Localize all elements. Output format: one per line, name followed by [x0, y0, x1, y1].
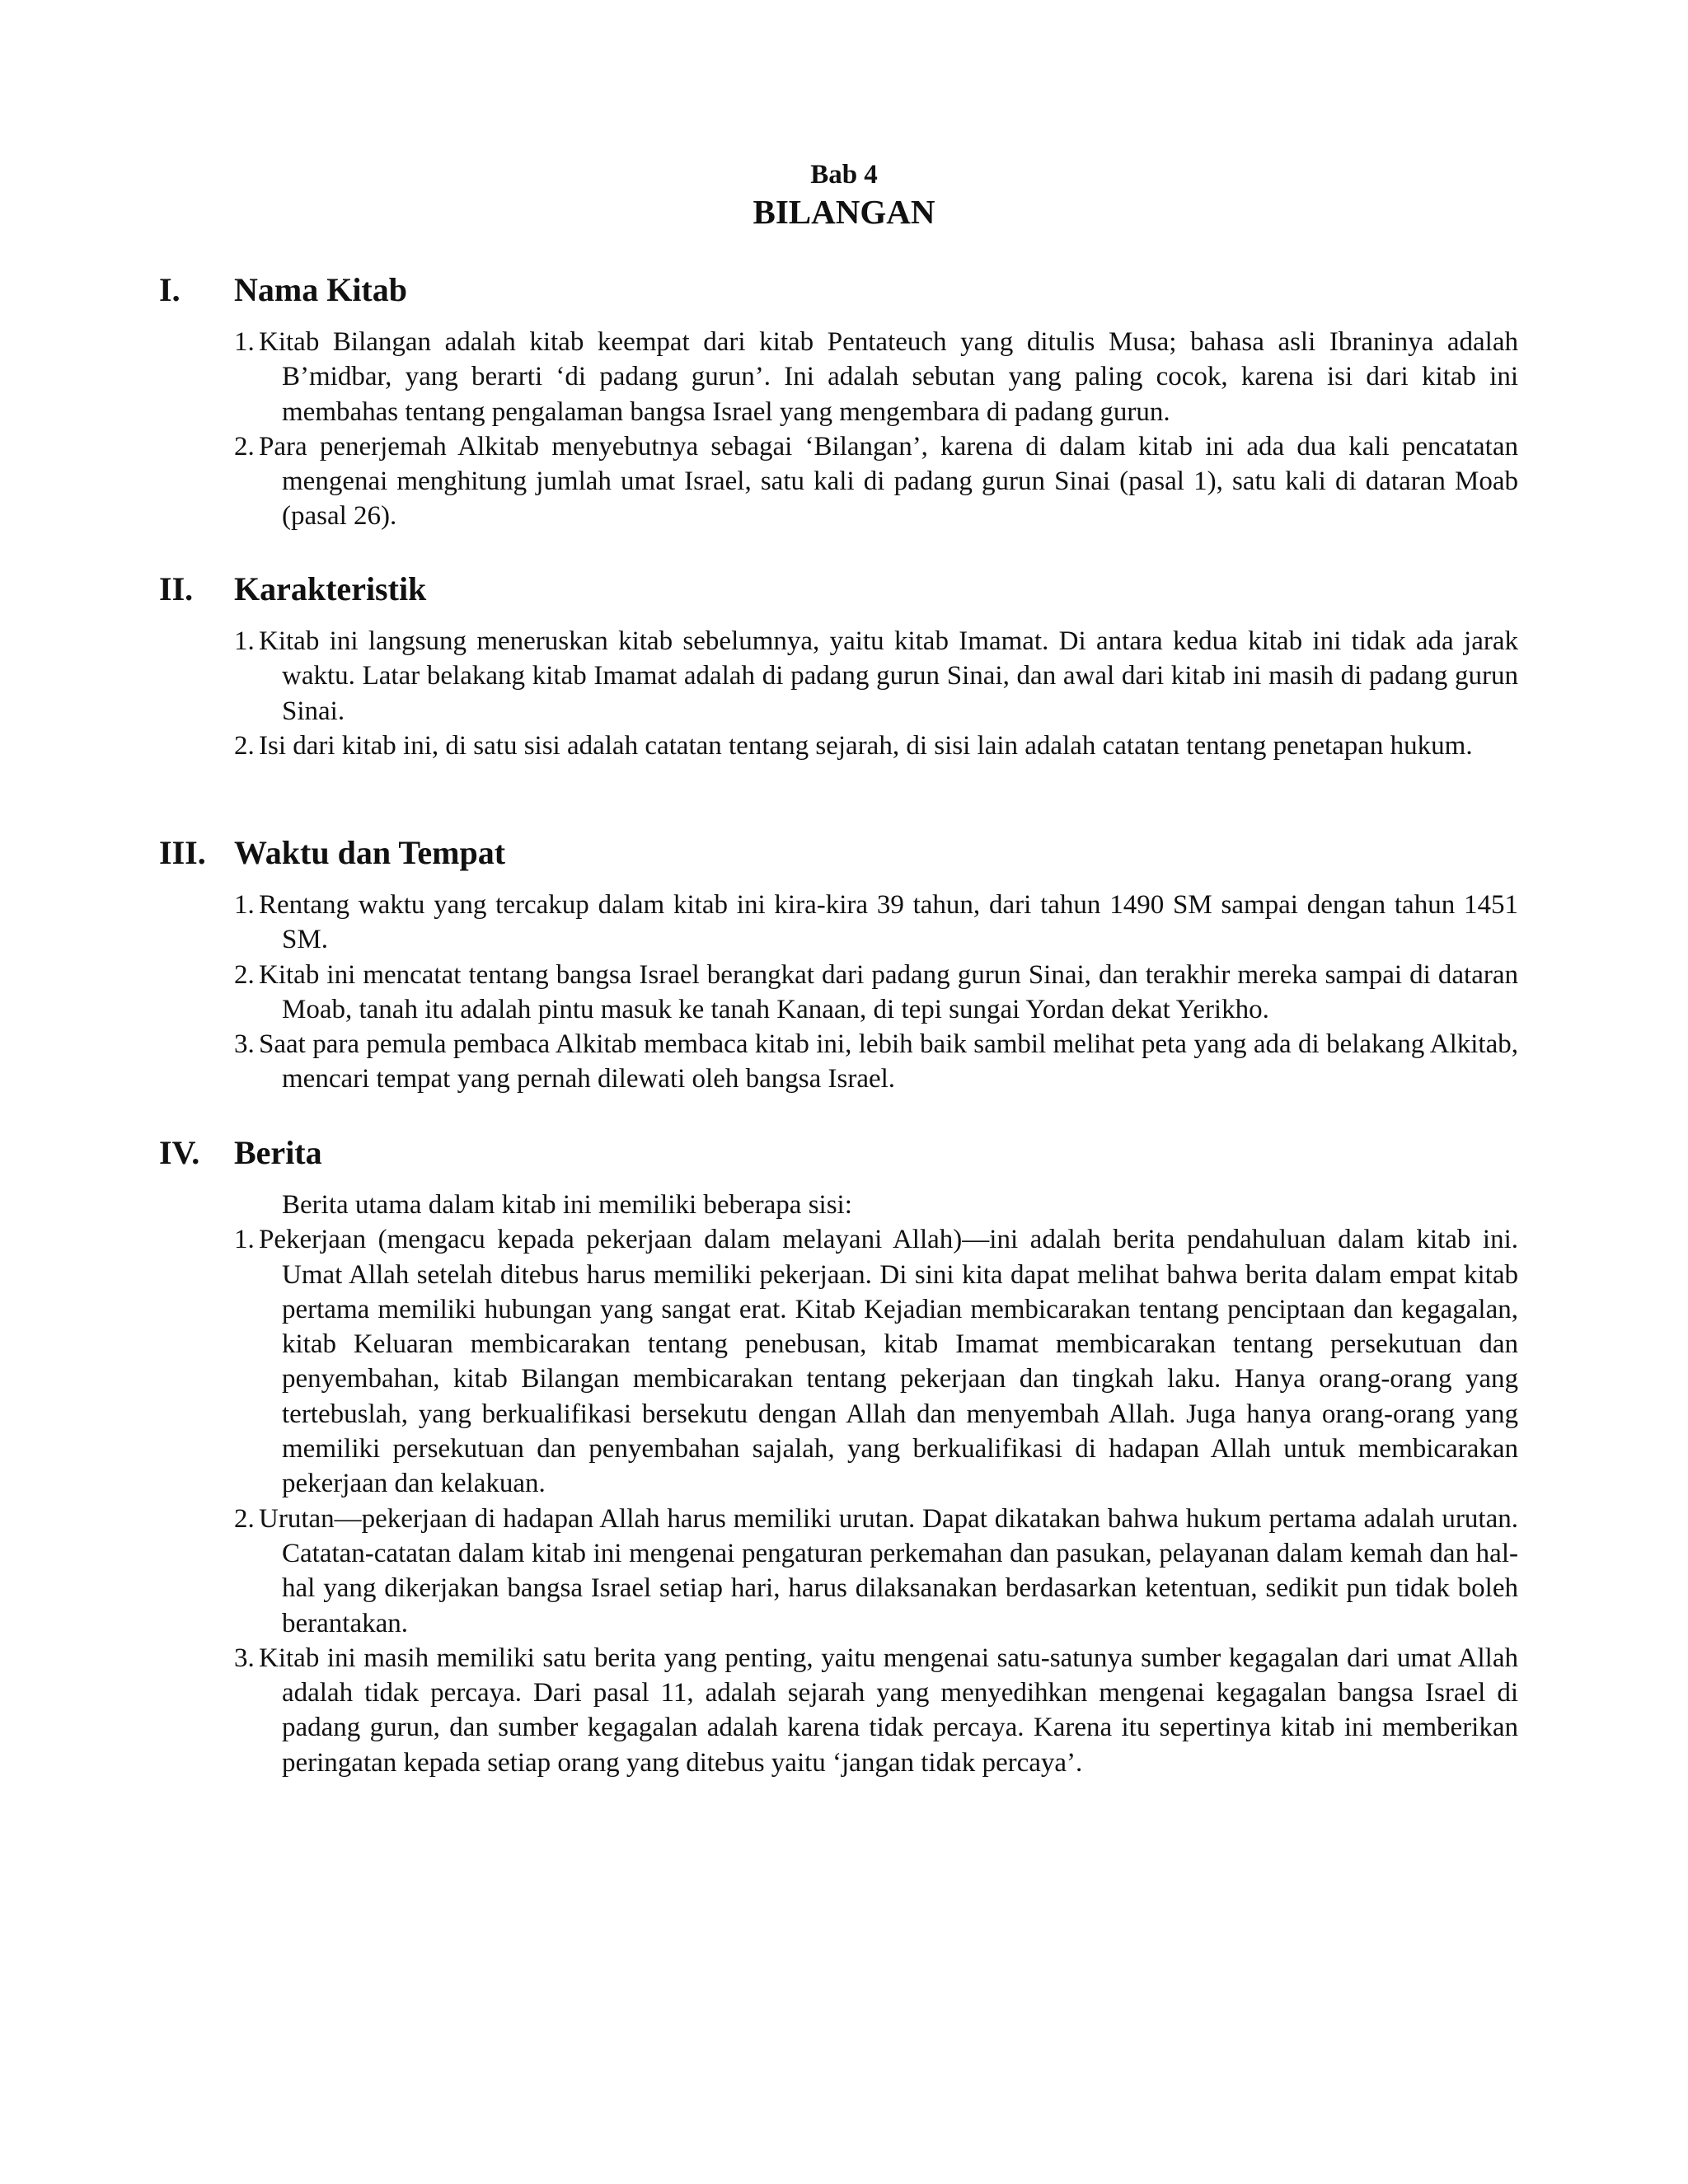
list-item [0, 729, 1688, 763]
list-item-text: Rentang waktu yang tercakup dalam kitab ini kira-kira 39 tahun, dari tahun 1490 SM sampai dengan tahun 1451 SM. [259, 890, 1518, 955]
list-item-text: Kitab ini langsung meneruskan kitab sebelumnya, yaitu kitab Imamat. Di antara kedua kitab ini tidak ada jarak waktu. Latar belakang kitab Imamat adalah di padang gurun Sinai, dan awal dari kitab ini masih di padang gurun Sinai. [259, 626, 1518, 726]
section-waktu-dan-tempat [0, 832, 1688, 1097]
list-item [0, 1502, 1688, 1641]
list-item [0, 1027, 1688, 1097]
list-item-text: Kitab ini mencatat tentang bangsa Israel berangkat dari padang gurun Sinai, dan terakhir mereka sampai di dataran Moab, tanah itu adalah pintu masuk ke tanah Kanaan, di tepi sungai Yordan dekat Yerikho. [259, 959, 1518, 1024]
list-item-number: 2. [234, 730, 255, 761]
list-item-number: 3. [234, 1643, 255, 1673]
list-item-text: Isi dari kitab ini, di satu sisi adalah catatan tentang sejarah, di sisi lain adalah catatan tentang penetapan hukum. [259, 730, 1473, 761]
section-list [0, 624, 1688, 763]
chapter-label: Bab 4 [810, 160, 878, 190]
list-item-text: Kitab ini masih memiliki satu berita yang penting, yaitu mengenai satu-satunya sumber kegagalan dari umat Allah adalah tidak percaya. Dari pasal 11, adalah sejarah yang menyedihkan mengenai kegagalan bangsa Israel di padang gurun, dan sumber kegagalan adalah karena tidak percaya. Karena itu sepertinya kitab ini memberikan peringatan kepada setiap orang yang ditebus yaitu ‘jangan tidak percaya’. [259, 1643, 1518, 1778]
section-nama-kitab [0, 269, 1688, 534]
section-title: Nama Kitab [234, 271, 407, 308]
section-title: Berita [234, 1134, 322, 1171]
section-karakteristik [0, 568, 1688, 763]
list-item-number: 2. [234, 431, 255, 462]
list-item [0, 1222, 1688, 1501]
section-title: Waktu dan Tempat [234, 834, 506, 871]
list-item-number: 1. [234, 1225, 255, 1255]
list-item-number: 3. [234, 1029, 255, 1060]
section-title: Karakteristik [234, 570, 427, 607]
section-heading [0, 832, 1688, 874]
section-number: IV. [159, 1134, 200, 1171]
list-item-text: Pekerjaan (mengacu kepada pekerjaan dalam melayani Allah)—ini adalah berita pendahuluan dalam kitab ini. Umat Allah setelah ditebus harus memiliki pekerjaan. Di sini kita dapat melihat bahwa berita dalam empat kitab pertama memiliki hubungan yang sangat erat. Kitab Kejadian membicarakan tentang penciptaan dan kegagalan, kitab Keluaran membicarakan tentang penebusan, kitab Imamat membicarakan tentang persekutuan dan penyembahan, kitab Bilangan membicarakan tentang pekerjaan dan tingkah laku. Hanya orang-orang yang tertebuslah, yang berkualifikasi bersekutu dengan Allah dan menyembah Allah. Juga hanya orang-orang yang memiliki persekutuan dan penyembahan sajalah, yang berkualifikasi di hadapan Allah untuk membicarakan pekerjaan dan kelakuan. [259, 1225, 1518, 1499]
list-item-number: 1. [234, 890, 255, 920]
list-item [0, 429, 1688, 534]
section-heading [0, 269, 1688, 312]
chapter-title: BILANGAN [753, 193, 935, 231]
list-item-number: 1. [234, 626, 255, 656]
section-list [0, 888, 1688, 1097]
section-heading [0, 1132, 1688, 1174]
section-heading [0, 568, 1688, 611]
list-item [0, 325, 1688, 429]
list-item [0, 624, 1688, 729]
section-number: II. [159, 570, 194, 607]
list-item-number: 2. [234, 959, 255, 990]
list-item-number: 1. [234, 327, 255, 357]
section-intro: Berita utama dalam kitab ini memiliki beberapa sisi: [282, 1190, 852, 1220]
section-number: III. [159, 834, 206, 871]
section-berita [0, 1132, 1688, 1780]
section-list [0, 1188, 1688, 1780]
list-item-text: Urutan—pekerjaan di hadapan Allah harus memiliki urutan. Dapat dikatakan bahwa hukum pertama adalah urutan. Catatan-catatan dalam kitab ini mengenai pengaturan perkemahan dan pasukan, pelayanan dalam kemah dan hal-hal yang dikerjakan bangsa Israel setiap hari, harus dilaksanakan berdasarkan ketentuan, sedikit pun tidak boleh berantakan. [259, 1503, 1518, 1638]
section-list [0, 325, 1688, 534]
list-item-text: Kitab Bilangan adalah kitab keempat dari kitab Pentateuch yang ditulis Musa; bahasa asli Ibraninya adalah B’midbar, yang berarti ‘di padang gurun’. Ini adalah sebutan yang paling cocok, karena isi dari kitab ini membahas tentang pengalaman bangsa Israel yang mengembara di padang gurun. [259, 327, 1518, 427]
list-item [0, 958, 1688, 1028]
section-number: I. [159, 271, 181, 308]
list-item-text: Para penerjemah Alkitab menyebutnya sebagai ‘Bilangan’, karena di dalam kitab ini ada dua kali pencatatan mengenai menghitung jumlah umat Israel, satu kali di padang gurun Sinai (pasal 1), satu kali di dataran Moab (pasal 26). [259, 431, 1518, 532]
list-item [0, 1641, 1688, 1780]
list-item-number: 2. [234, 1503, 255, 1534]
list-item-text: Saat para pemula pembaca Alkitab membaca kitab ini, lebih baik sambil melihat peta yang ada di belakang Alkitab, mencari tempat yang pernah dilewati oleh bangsa Israel. [259, 1029, 1518, 1094]
list-item [0, 888, 1688, 958]
